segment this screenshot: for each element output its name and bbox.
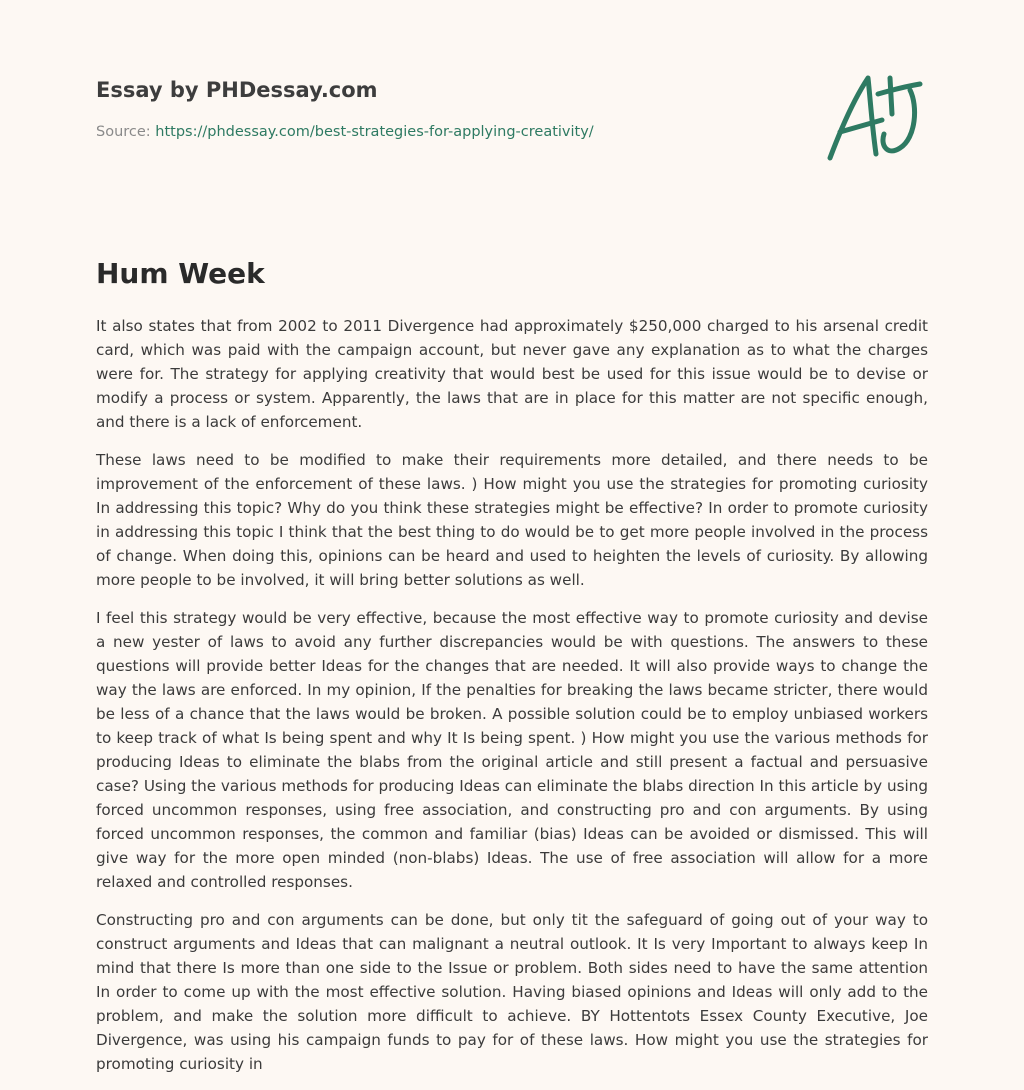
page-header	[96, 74, 928, 140]
essay-paragraph: I feel this strategy would be very effective, because the most effective way to promote curiosity and devise a new yester of laws to avoid any further discrepancies would be with questions. The answers to these questions will provide better Ideas for the changes that are needed. It will also provide ways to change the way the laws are enforced. In my opinion, If the penalties for breaking the laws became stricter, there would be less of a chance that the laws would be broken. A possible solution could be to employ unbiased workers to keep track of what Is being spent and why It Is being spent. ) How might you use the various methods for producing Ideas to eliminate the blabs from the original article and still present a factual and persuasive case? Using the various methods for producing Ideas can eliminate the blabs direction In this article by using forced uncommon responses, using free association, and constructing pro and con arguments. By using forced uncommon responses, the common and familiar (bias) Ideas can be avoided or dismissed. This will give way for the more open minded (non-blabs) Ideas. The use of free association will allow for a more relaxed and controlled responses.	[96, 609, 928, 891]
brand-title: Essay by PHDessay.com	[96, 78, 378, 102]
essay-paragraph: These laws need to be modified to make their requirements more detailed, and there needs to be improvement of the enforcement of these laws. ) How might you use the strategies for promoting curiosity In addressing this topic? Why do you think these strategies might be effective? In order to promote curiosity in addressing this topic I think that the best thing to do would be to get more people involved in the process of change. When doing this, opinions can be heard and used to heighten the levels of curiosity. By allowing more people to be involved, it will bring better solutions as well.	[96, 451, 928, 589]
source-link[interactable]: https://phdessay.com/best-strategies-for-applying-creativity/	[155, 124, 594, 140]
essay-title: Hum Week	[96, 257, 265, 290]
source-line	[96, 122, 594, 142]
essay-paragraph: It also states that from 2002 to 2011 Divergence had approximately $250,000 charged to his arsenal credit card, which was paid with the campaign account, but never gave any explanation as to what the charges were for. The strategy for applying creativity that would best be used for this issue would be to devise or modify a process or system. Apparently, the laws that are in place for this matter are not specific enough, and there is a lack of enforcement.	[96, 317, 928, 431]
essay-paragraph: Constructing pro and con arguments can be done, but only tit the safeguard of going out of your way to construct arguments and Ideas that can malignant a neutral outlook. It Is very Important to always keep In mind that there Is more than one side to the Issue or problem. Both sides need to have the same attention In order to come up with the most effective solution. Having biased opinions and Ideas will only add to the problem, and make the solution more difficult to achieve. BY Hottentots Essex County Executive, Joe Divergence, was using his campaign funds to pay for of these laws. How might you use the strategies for promoting curiosity in	[96, 911, 928, 1073]
a-plus-grade-icon	[820, 66, 930, 166]
source-label: Source:	[96, 124, 151, 140]
essay-body	[96, 314, 928, 1090]
